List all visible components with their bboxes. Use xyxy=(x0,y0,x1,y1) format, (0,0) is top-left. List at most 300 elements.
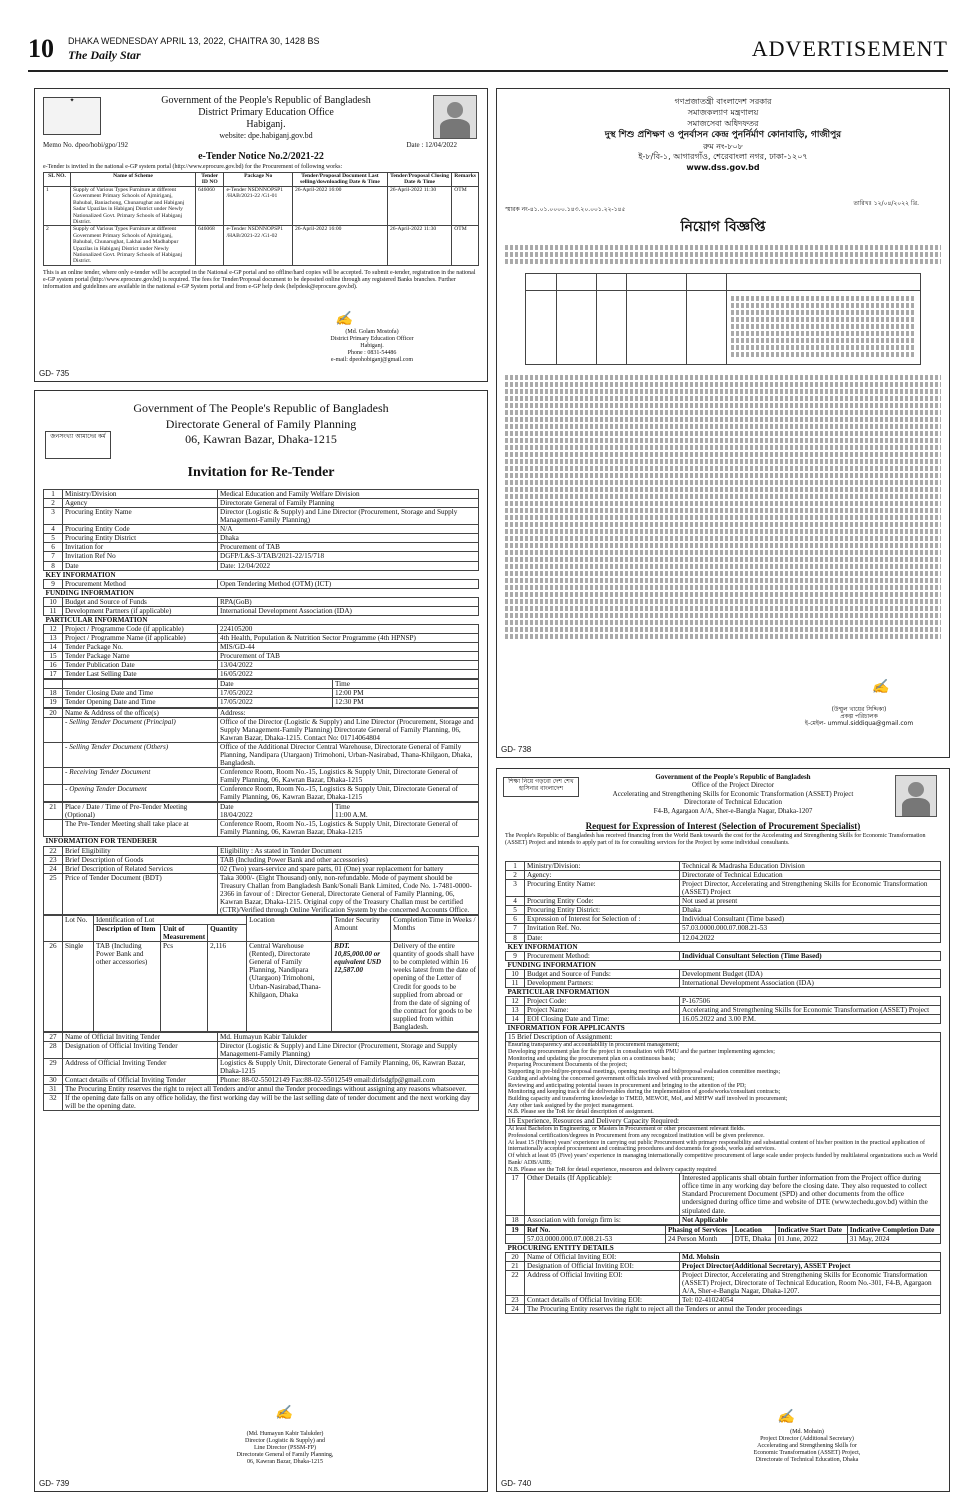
cell: 15 xyxy=(44,652,63,661)
table-row xyxy=(506,871,941,880)
table-row xyxy=(44,785,479,802)
cell: 7 xyxy=(506,924,525,933)
col-header: Indicative Completion Date xyxy=(847,1225,940,1234)
col-header: Phasing of Services xyxy=(666,1225,733,1234)
cell xyxy=(333,803,479,820)
signature: ✍ xyxy=(275,1405,293,1421)
cell: Date: xyxy=(525,933,680,942)
cell: 4 xyxy=(506,897,525,906)
cell xyxy=(44,767,63,784)
table-row xyxy=(44,579,479,588)
col-header: Location xyxy=(247,916,332,942)
cell: 12 xyxy=(44,624,63,633)
heading-line: Government of The People's Republic of Bangladesh xyxy=(133,401,389,415)
cell: Date xyxy=(63,561,218,570)
signatory-line: Line Director (PSSM-FP) xyxy=(254,1444,316,1451)
signatory-line: e-mail: dpeohobiganj@gmail.com xyxy=(330,356,414,363)
table-row xyxy=(44,1085,479,1094)
cell: Brief Description of Goods xyxy=(63,855,218,864)
cell: Tel: 02-41024054 xyxy=(680,1296,941,1305)
pretender-table xyxy=(43,802,479,837)
heading-line: www.dss.gov.bd xyxy=(686,163,760,173)
signatory-line: Director (Logistic & Supply) and xyxy=(245,1437,325,1444)
cell: Ministry/Division: xyxy=(525,862,680,871)
cell: Contact details of Official Inviting Tender xyxy=(63,1076,218,1085)
key-table xyxy=(43,489,479,679)
table-row xyxy=(506,969,941,978)
cell: 28 xyxy=(44,1041,63,1058)
signatory-line: District Primary Education Officer xyxy=(330,335,414,342)
cell: Invitation Ref No xyxy=(63,552,218,561)
cell: 13/04/2022 xyxy=(218,661,479,670)
table-row xyxy=(506,1261,941,1270)
section-heading: FUNDING INFORMATION xyxy=(44,588,479,597)
cell: Procuring Entity District xyxy=(63,534,218,543)
cell: Project Director, Accelerating and Strengthening Skills for Economic Transformation (ASSET) Project, Directorate of Technical Education, Room No.-301, F4-B, Agargaon A/A, Sher-e-Bangla Nagar, Dhaka-1207. xyxy=(680,1270,941,1295)
cell: 14 xyxy=(506,1015,525,1024)
cell: 5 xyxy=(44,534,63,543)
cell: RPA(GoB) xyxy=(218,597,479,606)
gd-number: GD- 740 xyxy=(501,1479,532,1488)
cell: 14 xyxy=(44,643,63,652)
cell: Procuring Entity Name: xyxy=(525,880,680,897)
cell: 22 xyxy=(44,846,63,855)
cell: Development Budget (IDA) xyxy=(680,969,941,978)
cell: The Procuring Entity reserves the right to reject all Tenders and/or annul the Tender proceedings without assigning any reasons whatsoever. xyxy=(63,1085,479,1094)
table-row xyxy=(506,978,941,987)
list-item: Developing procurement plan for the project in consultation with PMU and the partner implementing agencies; xyxy=(508,1048,775,1055)
table-row xyxy=(44,1041,479,1058)
cell: 12 xyxy=(506,996,525,1005)
cell: Eligibility : As stated in Tender Document xyxy=(218,846,479,855)
cell: 17/05/2022 xyxy=(218,698,333,707)
signatory-line: (Md. Golam Mostofa) xyxy=(345,329,399,335)
table-row xyxy=(506,1234,941,1243)
cell: 5 xyxy=(506,906,525,915)
lot-table xyxy=(43,915,479,1032)
table-row xyxy=(44,846,479,855)
table-row xyxy=(44,186,479,226)
notice-intro: e-Tender is invited in the national e-GP system portal (http://www.eprocure.gov.bd) for the Procurement of following works: xyxy=(43,164,343,170)
cell: 18 xyxy=(44,689,63,698)
cell: Dhaka xyxy=(680,906,941,915)
cell: Conference Room, Room No.-15, Logistics & Supply Unit, Directorate General of Family Planning, 06, Kawran Bazar, Dhaka-1215 xyxy=(218,820,479,837)
cell: 23 xyxy=(506,1296,525,1305)
cell: 20 xyxy=(506,1252,525,1261)
cell: Other Details (If Applicable): xyxy=(525,1174,680,1215)
col-header: Tender/Proposal Document Last selling/downloading Date & Time xyxy=(292,173,387,187)
section-heading: PARTICULAR INFORMATION xyxy=(44,615,479,624)
table-row xyxy=(44,698,479,707)
signature: ✍ xyxy=(777,1409,795,1425)
cell: 8 xyxy=(44,561,63,570)
signature: ✍ xyxy=(335,311,353,327)
cell: 17 xyxy=(44,670,63,679)
cell: Name of Official Inviting Tender xyxy=(63,1032,218,1041)
cell: 9 xyxy=(506,951,525,960)
cell: Procurement Method: xyxy=(525,951,680,960)
heading-line: ই-৮/বি-১, আগারগাঁও, শেরেবাংলা নগর, ঢাকা-১২০৭ xyxy=(638,152,808,162)
table-row xyxy=(44,942,479,1032)
cell: 27 xyxy=(44,1032,63,1041)
col-header: Remarks xyxy=(452,173,479,187)
cell: Taka 3000/- (Eight Thousand) only, non-refundable. Mode of payment should be Treasury Challan from Bangladesh Bank/Sonali Bank Limited, Code No. 1-7481-0000-2366 in favour of : Director General, Directorate General of Family Planning, 06, Kawran Bazar, Dhaka-1215. Original copy of the Treasury Challan must be certified (CTR)/Verified through Online Verification System by the concerned Accounts Office. xyxy=(218,873,479,914)
table-row xyxy=(44,708,479,717)
cell: 4 xyxy=(44,525,63,534)
cell: Procurement of TAB xyxy=(218,652,479,661)
cell: Brief Description of Related Services xyxy=(63,864,218,873)
cell: 17 xyxy=(506,1174,525,1215)
cell: 29 xyxy=(44,1059,63,1076)
table-row xyxy=(44,803,479,820)
cell: 1 xyxy=(44,490,63,499)
cell xyxy=(44,717,63,742)
cell xyxy=(44,785,63,802)
cell xyxy=(44,820,63,837)
instructions-text xyxy=(505,373,941,641)
section-heading: INFORMATION FOR APPLICANTS xyxy=(506,1024,941,1033)
cell: 6 xyxy=(44,543,63,552)
cell: Designation of Official Inviting Tender xyxy=(63,1041,218,1058)
cell: 30 xyxy=(44,1076,63,1085)
positions-table xyxy=(525,273,921,365)
cell: 2,116 xyxy=(208,942,247,1032)
ad-habiganj-etender xyxy=(34,88,488,382)
cell: 10 xyxy=(44,597,63,606)
cell: Office of the Director (Logistic & Supply) and Line Director (Procurement, Storage and Supply Management-Family Planning) Directorate General of Family Planning, 06, Kawran Bazar, Dhaka-1215. Contact No: 01714064804 xyxy=(218,717,479,742)
heading-line: 06, Kawran Bazar, Dhaka-1215 xyxy=(185,432,337,447)
table-row xyxy=(44,820,479,837)
cell: DGFP/L&S-3/TAB/2021-22/15/718 xyxy=(218,552,479,561)
cell: 23 xyxy=(44,855,63,864)
section-heading: FUNDING INFORMATION xyxy=(506,960,941,969)
heading-line: Government of the People's Republic of Bangladesh xyxy=(655,773,811,781)
list-item: Monitoring and updating the procurement plan on a continuous basis; xyxy=(508,1055,676,1062)
cell: International Development Association (IDA) xyxy=(680,978,941,987)
cell: Development Partners: xyxy=(525,978,680,987)
list-item: Guiding and advising the concerned government officials involved with procurement; xyxy=(508,1075,715,1082)
table-row xyxy=(44,864,479,873)
table-row xyxy=(506,1006,941,1015)
cell: - Opening Tender Document xyxy=(63,785,218,802)
table-row xyxy=(44,525,479,534)
cell: P-167506 xyxy=(680,996,941,1005)
heading-line: রুম নং-৮০৮ xyxy=(703,141,743,151)
heading-line: Office of the Project Director xyxy=(691,781,775,790)
list-item: Of which at least 05 (Five) years' experience in managing internationally competitive procurement of large scale under projects funded by multilateral organizations such as World Bank/ ADB/AIIB; xyxy=(508,1153,938,1166)
cell: Price of Tender Document (BDT) xyxy=(63,873,218,914)
cell: Association with foreign firm is: xyxy=(525,1215,680,1224)
table-row xyxy=(506,915,941,924)
cell: 19 xyxy=(44,698,63,707)
cell: Designation of Official Inviting EOI: xyxy=(525,1261,680,1270)
col-header: Indicative Start Date xyxy=(775,1225,847,1234)
schedule-table xyxy=(505,1225,941,1244)
col-header: Tender ID NO xyxy=(196,173,224,187)
signatory-line: Directorate of Technical Education, Dhaka xyxy=(755,1456,859,1463)
cell: International Development Association (IDA) xyxy=(218,606,479,615)
closing-table xyxy=(43,679,479,707)
signatory-line: Accelerating and Strengthening Skills for xyxy=(757,1442,857,1449)
body-text xyxy=(505,243,941,266)
cell: Open Tendering Method (OTM) (ICT) xyxy=(218,579,479,588)
experience-heading: 16 Experience, Resources and Delivery Capacity Required: xyxy=(506,1117,941,1126)
cell: 57.03.0000.000.07.008.21-53 xyxy=(525,1234,666,1243)
cell: 24 xyxy=(506,1305,525,1314)
col-header: Lot No. xyxy=(63,916,94,942)
heading-line: সমাজসেবা অধিদফতর xyxy=(687,118,759,128)
entity-table xyxy=(505,1244,941,1315)
cell: - Receiving Tender Document xyxy=(63,767,218,784)
cell: Project Director(Additional Secretary), ASSET Project xyxy=(680,1261,941,1270)
table-row xyxy=(44,543,479,552)
cell: Address: xyxy=(218,708,479,717)
cell: 13 xyxy=(44,634,63,643)
cell: Technical & Madrasha Education Division xyxy=(680,862,941,871)
table-row xyxy=(44,1076,479,1085)
col-header: Identification of Lot xyxy=(94,916,247,925)
heading-line: Directorate General of Family Planning xyxy=(165,416,357,431)
table-row xyxy=(506,1015,941,1024)
table-row xyxy=(506,880,941,897)
table-row xyxy=(44,226,479,266)
table-row xyxy=(506,1252,941,1261)
cell: 1 xyxy=(44,186,71,226)
cell: 6 xyxy=(506,915,525,924)
table-row xyxy=(44,661,479,670)
cell xyxy=(218,803,333,820)
heading-line: গণপ্রজাতন্ত্রী বাংলাদেশ সরকার xyxy=(674,97,772,106)
heading-line: Government of the People's Republic of Bangladesh xyxy=(161,95,371,106)
heading-line: দুস্থ শিশু প্রশিক্ষণ ও পুনর্বাসন কেন্দ্র পুনর্নির্মাণ কোনাবাড়ি, গাজীপুর xyxy=(604,130,842,141)
table-row xyxy=(44,606,479,615)
cell: 24 Person Month xyxy=(666,1234,733,1243)
date-label: Date xyxy=(220,803,234,812)
notice-title: Request for Expression of Interest (Selection of Procurement Specialist) xyxy=(585,821,861,831)
cell: Project Name: xyxy=(525,1006,680,1015)
cell: Place / Date / Time of Pre-Tender Meeting (Optional) xyxy=(63,803,218,820)
table-row xyxy=(506,924,941,933)
cell: Procuring Entity District: xyxy=(525,906,680,915)
signatory-title: প্রকল্প পরিচালক xyxy=(840,712,878,720)
cell: Budget and Source of Funds: xyxy=(525,969,680,978)
paper-name: The Daily Star xyxy=(68,48,141,62)
table-row xyxy=(506,1270,941,1295)
tenderer-table xyxy=(43,837,479,915)
memo-date: তারিখঃ ১২/০৪/২০২২ খ্রি. xyxy=(853,200,919,207)
notice-intro: The People's Republic of Bangladesh has received financing from the World Bank towards the cost for the Accelerating and Strengthening Skills for Economic Transformation (ASSET) Project and intends to apply part of its for consulting services for the Project by some individual consultants. xyxy=(505,833,926,846)
signatory-line: Phone : 0831-54486 xyxy=(347,349,397,356)
cell: 11 xyxy=(44,606,63,615)
signatory-line: Economic Transformation (ASSET) Project, xyxy=(753,1449,861,1456)
memo-date: Date : 12/04/2022 xyxy=(406,141,457,149)
cell: 24 xyxy=(44,864,63,873)
list-item: Professional certification/degrees in Procurement from any recognized institution will be given preference. xyxy=(508,1132,765,1139)
cell: N/A xyxy=(218,525,479,534)
ad-asset-eoi xyxy=(496,768,950,1492)
list-item: Monitoring and keeping track of the deliverables during the implementation of goods/works/consultant contracts; xyxy=(508,1089,781,1096)
section-heading: KEY INFORMATION xyxy=(44,570,479,579)
section-heading: INFORMATION FOR TENDERER xyxy=(44,837,479,846)
heading-line: website: dpe.habiganj.gov.bd xyxy=(219,131,313,140)
cell: 31 xyxy=(44,1085,63,1094)
cell: 10 xyxy=(506,969,525,978)
heading-line: District Primary Education Office xyxy=(198,107,334,118)
date-value: 18/04/2022 xyxy=(220,811,253,820)
heading-line: F4-B, Agargaon A/A, Sher-e-Bangla Nagar, Dhaka-1207 xyxy=(653,806,813,815)
cell: 16.05.2022 and 3.00 P.M. xyxy=(680,1015,941,1024)
cell: 31 May, 2024 xyxy=(847,1234,940,1243)
portrait-image xyxy=(895,775,937,817)
cell xyxy=(44,742,63,767)
ad-family-planning-retender xyxy=(34,390,488,1492)
signatory-email: ই-মেইল- ummul.siddiqua@gmail.com xyxy=(804,719,914,727)
cell: OTM xyxy=(452,226,479,266)
ad-bangla-recruitment xyxy=(496,88,950,758)
cell: OTM xyxy=(452,186,479,226)
table-row xyxy=(506,1174,941,1215)
cell: Delivery of the entire quantity of goods shall have to be completed within 16 weeks latest from the date of opening of the Letter of Credit for goods to be supplied from abroad or from the date of signing of the contract for goods to be supplied from within Bangladesh. xyxy=(391,942,479,1032)
cell: Supply of Various Types Furniture at different Government Primary Schools of Ajmiriganj, Bahubal, Baniachong, Chunarughat and Habiganj Sadar Upazilas in Habiganj District under Newly Nationalized Govt. Primary Schools of Habiganj District. xyxy=(71,186,196,226)
table-row xyxy=(44,742,479,767)
cell: 26 xyxy=(44,942,63,1032)
table-row xyxy=(44,689,479,698)
table-row xyxy=(44,855,479,864)
cell: 26-April-2022 16:00 xyxy=(292,226,387,266)
cell: Procuring Entity Code xyxy=(63,525,218,534)
heading-line: সমাজকল্যাণ মন্ত্রণালয় xyxy=(687,107,759,117)
cell: Address of Official Inviting EOI: xyxy=(525,1270,680,1295)
table-row xyxy=(506,996,941,1005)
col-header: Unit of Measurement xyxy=(161,925,208,942)
cell: Budget and Source of Funds xyxy=(63,597,218,606)
col-header: Completion Time in Weeks / Months xyxy=(391,916,479,942)
cell: TAB (Including Power Bank and other accessories) xyxy=(94,942,161,1032)
cell: Project Code: xyxy=(525,996,680,1005)
cell: Tender Opening Date and Time xyxy=(63,698,218,707)
cell: Single xyxy=(63,942,94,1032)
list-item: N.B. Please see the ToR for detail experience, resources and delivery capacity required xyxy=(508,1166,717,1173)
cell: Tender Publication Date xyxy=(63,661,218,670)
cell: Agency: xyxy=(525,871,680,880)
cell: 20 xyxy=(44,708,63,717)
section-heading: KEY INFORMATION xyxy=(506,942,941,951)
cell: Brief Eligibility xyxy=(63,846,218,855)
table-row xyxy=(44,670,479,679)
table-row xyxy=(44,652,479,661)
col-header: 19 xyxy=(506,1225,525,1234)
cell: 21 xyxy=(506,1261,525,1270)
signatory-name: (উম্মুল খায়ের সিদ্দিকা) xyxy=(831,706,887,713)
table-row xyxy=(44,1094,479,1111)
cell: Project / Programme Name (if applicable) xyxy=(63,634,218,643)
col-header: Location xyxy=(732,1225,775,1234)
cell: 17/05/2022 xyxy=(218,689,333,698)
portrait-image xyxy=(433,95,477,139)
table-row xyxy=(44,873,479,914)
cell: Individual Consultant Selection (Time Based) xyxy=(680,951,941,960)
cell: Tender Package Name xyxy=(63,652,218,661)
cell: Md. Mohsin xyxy=(680,1252,941,1261)
cell: Conference Room, Room No.-15, Logistics & Supply Unit, Directorate General of Family Planning, 06, Kawran Bazar, Dhaka-1215 xyxy=(218,785,479,802)
table-row xyxy=(44,552,479,561)
col-header: Description of Item xyxy=(94,925,161,942)
cell: Address of Official Inviting Tender xyxy=(63,1059,218,1076)
cell: 646068 xyxy=(196,226,224,266)
gd-number: GD- 739 xyxy=(39,1479,70,1488)
signatory-line: (Md. Mohsin) xyxy=(790,1429,824,1435)
cell: 8 xyxy=(506,933,525,942)
signatory-line: Directorate General of Family Planning, xyxy=(236,1451,334,1458)
cell: 224105200 xyxy=(218,624,479,633)
cell: Tender Last Selling Date xyxy=(63,670,218,679)
cell: If the opening date falls on any office holiday, the first working day will be the last selling date of tender document and the next working day will be the opening date. xyxy=(63,1094,479,1111)
table-row xyxy=(44,767,479,784)
tender-table xyxy=(43,172,479,266)
cell: 11 xyxy=(506,978,525,987)
signature: ✍ xyxy=(871,679,889,695)
cell: 32 xyxy=(44,1094,63,1111)
cell: 2 xyxy=(44,226,71,266)
cell: Tender Package No. xyxy=(63,643,218,652)
notice-title: Invitation for Re-Tender xyxy=(187,465,335,480)
cell: - Selling Tender Document (Principal) xyxy=(63,717,218,742)
signatory-line: (Md. Humayun Kabir Talukder) xyxy=(246,1431,324,1437)
col-header: Tender Security Amount xyxy=(332,916,391,942)
cell: 18 xyxy=(506,1215,525,1224)
table-row xyxy=(44,717,479,742)
cell: 2 xyxy=(44,499,63,508)
table-row xyxy=(506,1305,941,1314)
cell: Medical Education and Family Welfare Division xyxy=(218,490,479,499)
cell: 13 xyxy=(506,1006,525,1015)
memo-number: স্মারক নং-৪১.০১.০০০০.১৪৩.২০.০০১.২২-১৪৫ xyxy=(505,206,626,213)
section-heading: PROCURING ENTITY DETAILS xyxy=(506,1244,941,1253)
col-header: Name of Scheme xyxy=(71,173,196,187)
cell: The Procuring Entity reserves the right to reject all the Tenders or annul the Tender proceedings xyxy=(525,1305,941,1314)
cell: Interested applicants shall obtain further information from the Project office during office time in any working day before the closing date. They also requested to collect Standard Procurement Document (SPD) and other documents from the office undersigned during office time and website of DTE (www.techedu.gov.bd) within the stipulated date. xyxy=(680,1174,941,1215)
list-item: Any other task assigned by the project management. xyxy=(508,1102,634,1109)
signatory-line: 06, Kawran Bazar, Dhaka-1215 xyxy=(247,1458,323,1465)
table-row xyxy=(44,597,479,606)
cell: 21 xyxy=(44,803,63,820)
cell: Date xyxy=(218,680,333,689)
cell: Project / Programme Code (if applicable) xyxy=(63,624,218,633)
cell: Office of the Additional Director Central Warehouse, Directorate General of Family Planning, Nandipara (Utargaon) Trimohoni, Urban-Nasirabad, Thana-Khilgaon, Dhaka, Bangladesh. xyxy=(218,742,479,767)
table-row xyxy=(44,624,479,633)
cell: 26-April-2022 11:30 xyxy=(387,226,451,266)
table-row xyxy=(44,643,479,652)
col-header: SL NO. xyxy=(44,173,71,187)
official-table xyxy=(43,1032,479,1112)
cell: Invitation for xyxy=(63,543,218,552)
cell: 12:30 PM xyxy=(333,698,479,707)
cell: Procurement of TAB xyxy=(218,543,479,552)
cell: 3 xyxy=(44,508,63,525)
cell: Accelerating and Strengthening Skills for Economic Transformation (ASSET) Project xyxy=(680,1006,941,1015)
memo-number: Memo No. dpeo/hobi/gpo/192 xyxy=(43,141,128,149)
table-row xyxy=(44,499,479,508)
table-row xyxy=(44,490,479,499)
cell: 26-April-2022 11:30 xyxy=(387,186,451,226)
cell: EOI Closing Date and Time: xyxy=(525,1015,680,1024)
cell: The Pre-Tender Meeting shall take place at xyxy=(63,820,218,837)
notice-footer: This is an online tender, where only e-tender will be accepted in the National e-GP portal and no offline/hard copies will be accepted. To submit e-tender, registration in the national e-GP system portal (http://www.eprocure.gov.bd) is required. The fees for Tender/Proposal document to be deposited online through any registered Banks branches. Further information and guidelines are available in the national e-GP System portal and from e-GP help desk (helpdesk@eprocure.gov.bd). xyxy=(43,269,476,290)
page-number: 10 xyxy=(28,34,54,63)
gd-number: GD- 738 xyxy=(501,745,532,754)
cell: 02 (Two) years-service and spare parts, 01 (One) year replacement for battery xyxy=(218,864,479,873)
list-item: Supporting in pre-bid/pre-proposal meetings, opening meetings and bid/proposal evaluation committee meetings; xyxy=(508,1069,781,1076)
